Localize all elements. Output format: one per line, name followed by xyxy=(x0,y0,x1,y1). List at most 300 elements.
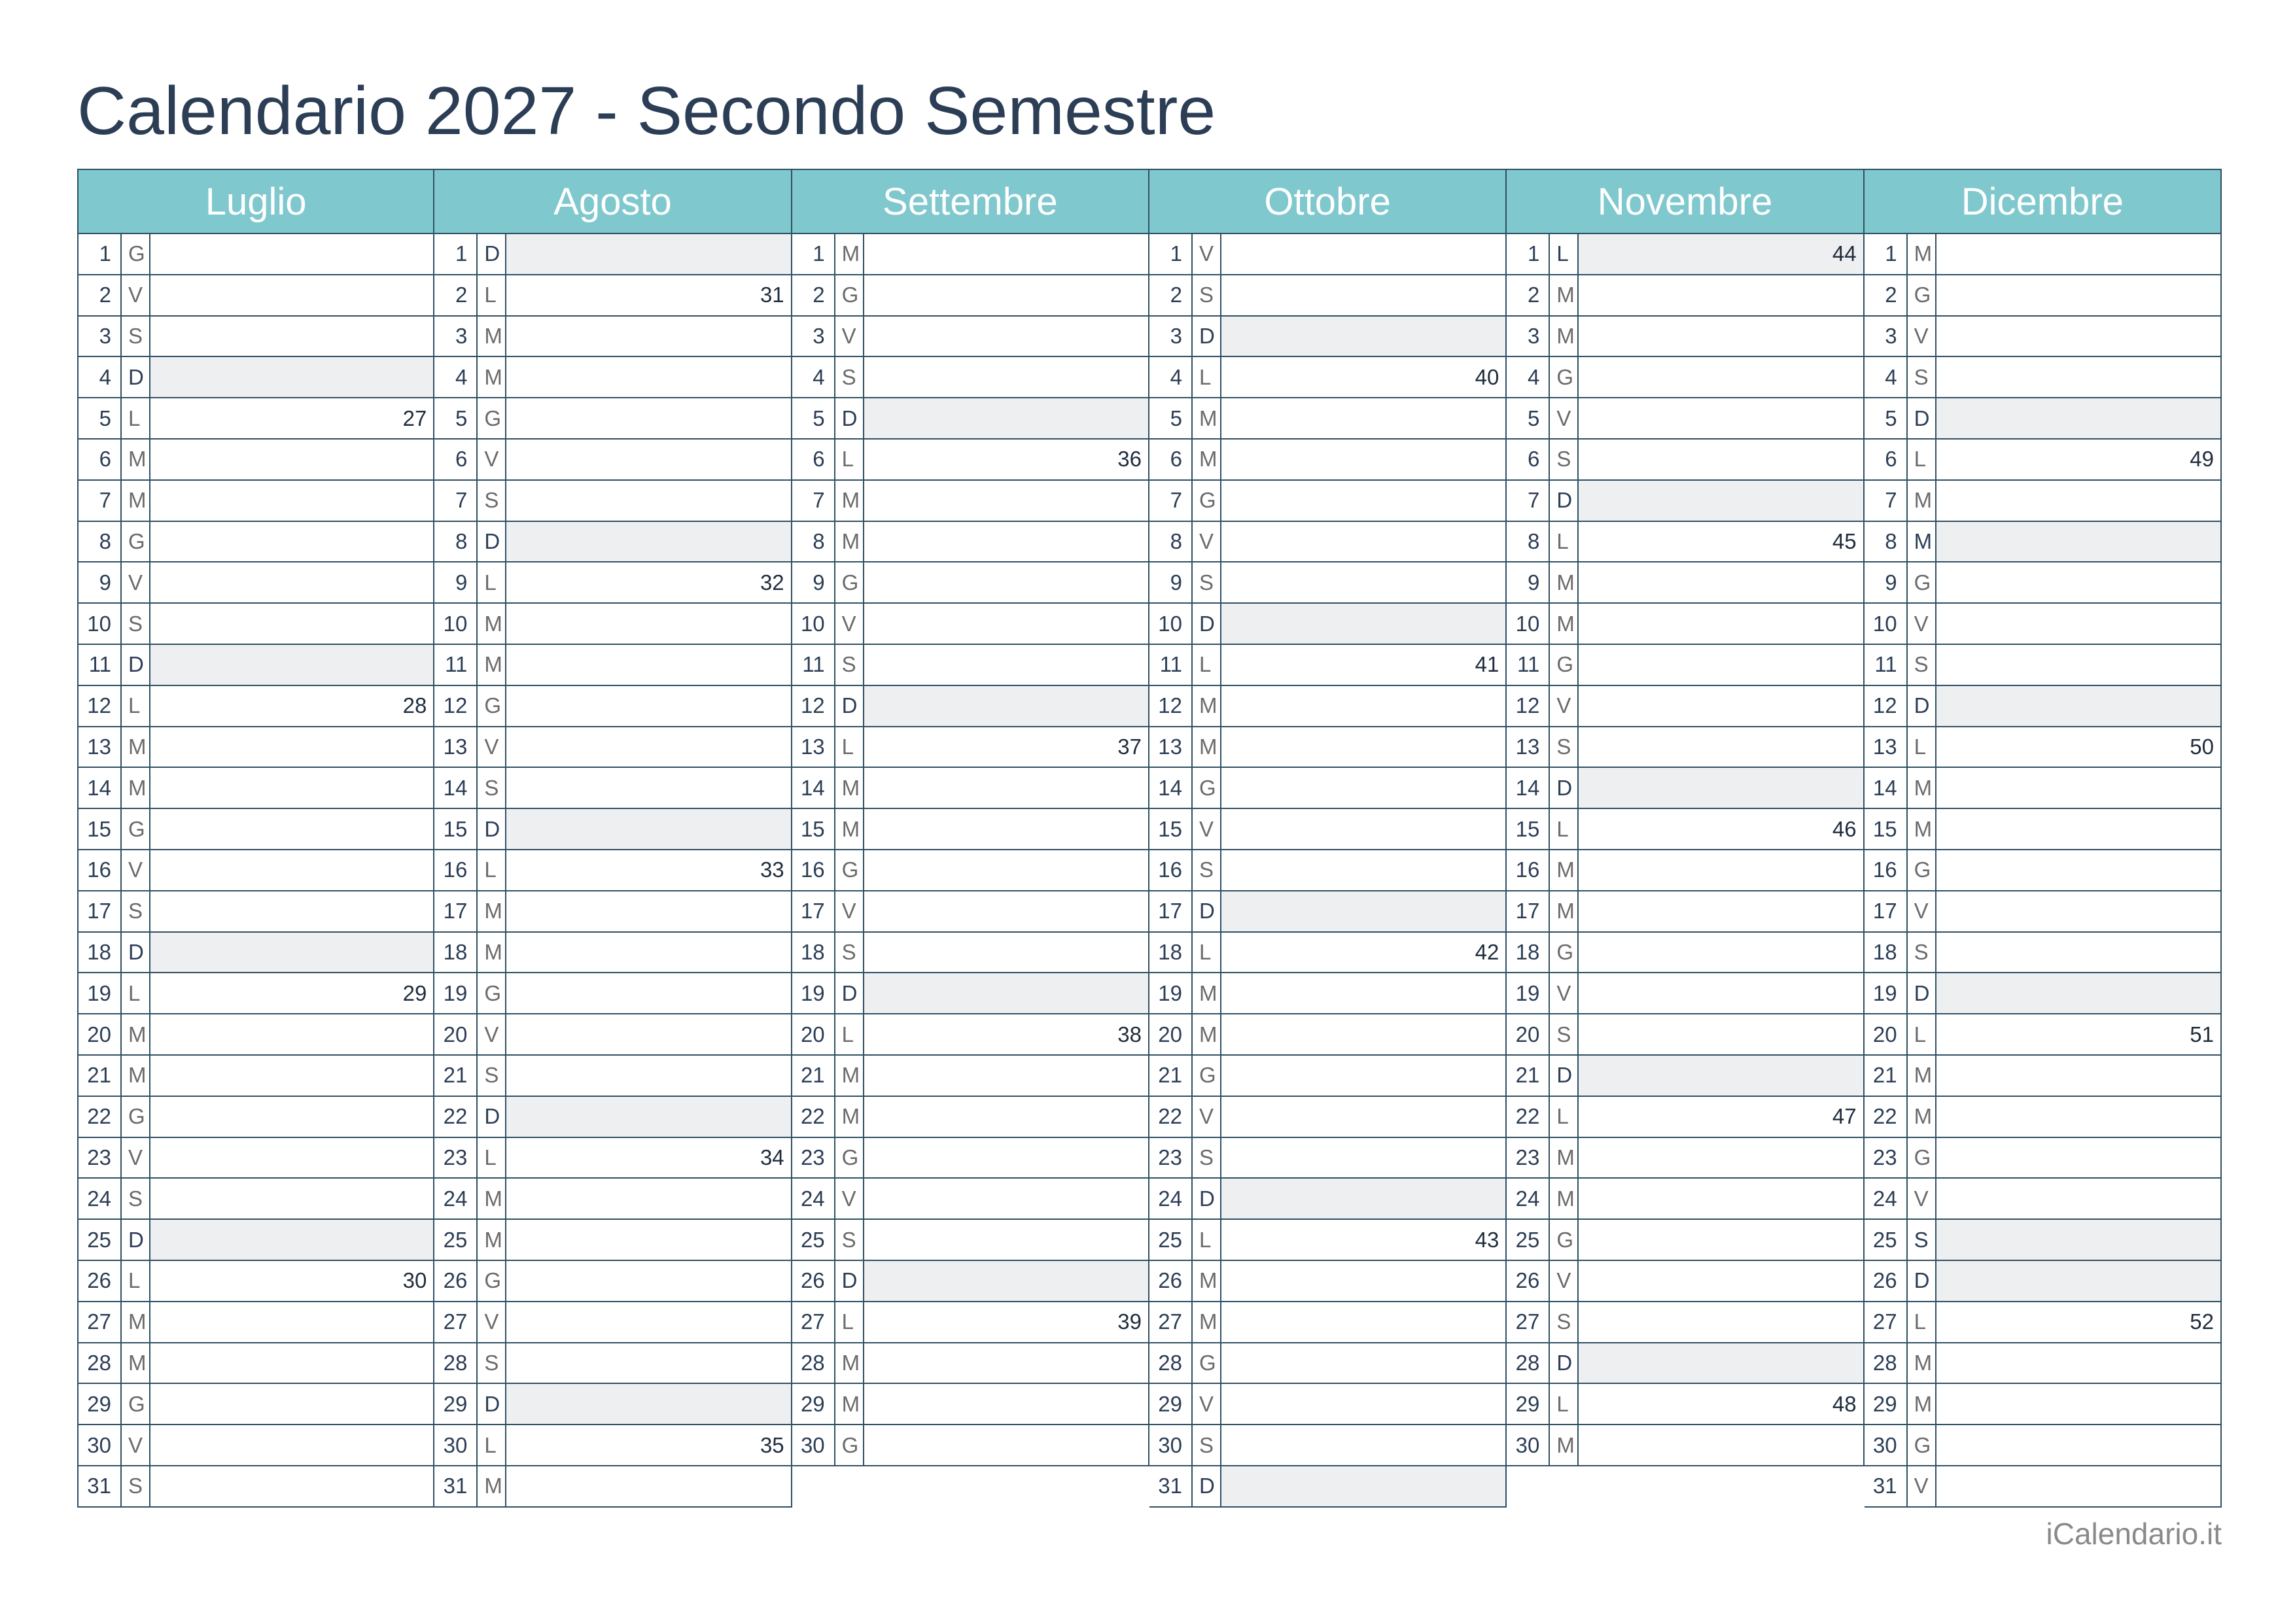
day-number: 27 xyxy=(79,1302,122,1342)
day-note xyxy=(1936,234,2220,274)
weekday-letter: M xyxy=(1908,234,1936,274)
day-number: 17 xyxy=(1865,891,1908,931)
day-number: 19 xyxy=(1865,973,1908,1013)
weekday-letter: L xyxy=(1193,645,1221,685)
day-row xyxy=(79,809,433,850)
day-row xyxy=(1865,522,2220,563)
day-number: 25 xyxy=(1865,1220,1908,1260)
weekday-letter: M xyxy=(478,1466,506,1506)
day-note xyxy=(150,1220,433,1260)
day-row xyxy=(792,686,1148,727)
weekday-letter: S xyxy=(1550,1014,1579,1054)
day-note xyxy=(1221,522,1505,562)
weekday-letter: S xyxy=(122,604,150,644)
day-row xyxy=(434,1220,790,1261)
day-note xyxy=(864,973,1148,1013)
day-row xyxy=(1865,1384,2220,1425)
day-number: 13 xyxy=(1507,727,1550,767)
weekday-letter: L xyxy=(1908,1014,1936,1054)
day-number: 7 xyxy=(792,481,835,521)
day-number: 15 xyxy=(1865,809,1908,849)
day-number: 29 xyxy=(1507,1384,1550,1424)
weekday-letter: V xyxy=(1908,317,1936,356)
day-row xyxy=(792,357,1148,398)
day-number: 20 xyxy=(79,1014,122,1054)
weekday-letter: G xyxy=(835,562,864,602)
day-note xyxy=(506,1261,790,1301)
day-number: 2 xyxy=(792,275,835,315)
day-row xyxy=(79,686,433,727)
day-row xyxy=(1865,234,2220,275)
day-number: 6 xyxy=(792,440,835,479)
day-number: 1 xyxy=(792,234,835,274)
day-number: 19 xyxy=(792,973,835,1013)
day-note xyxy=(1579,1343,1863,1383)
day-number: 7 xyxy=(434,481,478,521)
day-row xyxy=(792,850,1148,891)
day-row xyxy=(792,522,1148,563)
weekday-letter: L xyxy=(478,562,506,602)
day-row xyxy=(1507,850,1863,891)
weekday-letter: V xyxy=(1193,1384,1221,1424)
day-number: 26 xyxy=(1507,1261,1550,1301)
day-note: 47 xyxy=(1832,1104,1857,1129)
day-row xyxy=(1149,440,1505,481)
day-row xyxy=(1507,1343,1863,1385)
weekday-letter: V xyxy=(1193,234,1221,274)
day-note: 42 xyxy=(1475,939,1499,964)
weekday-letter: M xyxy=(1550,317,1579,356)
day-note: 34 xyxy=(760,1145,784,1169)
day-row xyxy=(434,1097,790,1138)
day-number: 20 xyxy=(1865,1014,1908,1054)
weekday-letter: M xyxy=(1908,1097,1936,1137)
day-number: 11 xyxy=(434,645,478,685)
day-note xyxy=(1579,357,1863,397)
day-note xyxy=(506,440,790,479)
weekday-letter: V xyxy=(1193,522,1221,562)
weekday-letter: L xyxy=(478,1138,506,1178)
day-row xyxy=(792,768,1148,809)
day-row xyxy=(792,1261,1148,1302)
weekday-letter: M xyxy=(1550,275,1579,315)
day-row xyxy=(1507,1014,1863,1056)
day-number: 9 xyxy=(434,562,478,602)
day-row xyxy=(434,1179,790,1220)
weekday-letter: M xyxy=(1193,1014,1221,1054)
day-row xyxy=(434,1014,790,1056)
day-row xyxy=(1507,440,1863,481)
day-row xyxy=(792,1138,1148,1179)
day-note xyxy=(1579,562,1863,602)
day-row xyxy=(1865,850,2220,891)
weekday-letter: M xyxy=(1908,768,1936,808)
weekday-letter: M xyxy=(1550,1179,1579,1218)
day-number: 20 xyxy=(792,1014,835,1054)
day-note xyxy=(1221,809,1505,849)
day-note: 31 xyxy=(760,283,784,307)
day-note xyxy=(1936,973,2220,1013)
day-row xyxy=(792,1302,1148,1343)
day-note xyxy=(150,317,433,356)
day-number: 7 xyxy=(1149,481,1193,521)
weekday-letter: S xyxy=(835,933,864,973)
day-number: 24 xyxy=(1865,1179,1908,1218)
day-number: 10 xyxy=(792,604,835,644)
weekday-letter: S xyxy=(1550,727,1579,767)
weekday-letter: M xyxy=(835,1056,864,1096)
day-row xyxy=(1507,234,1863,275)
day-row xyxy=(1149,357,1505,398)
weekday-letter: M xyxy=(1550,604,1579,644)
day-row xyxy=(1149,645,1505,686)
day-number: 21 xyxy=(79,1056,122,1096)
day-note xyxy=(864,317,1148,356)
day-number: 22 xyxy=(79,1097,122,1137)
weekday-letter: D xyxy=(1193,604,1221,644)
day-note xyxy=(1579,440,1863,479)
day-number: 3 xyxy=(1507,317,1550,356)
day-number: 27 xyxy=(1507,1302,1550,1342)
weekday-letter: M xyxy=(122,440,150,479)
day-number: 2 xyxy=(79,275,122,315)
weekday-letter: D xyxy=(1908,398,1936,438)
day-row xyxy=(79,481,433,522)
footer-brand: iCalendario.it xyxy=(2046,1517,2222,1551)
day-note: 27 xyxy=(402,406,427,430)
day-number: 4 xyxy=(79,357,122,397)
day-row xyxy=(792,234,1148,275)
weekday-letter: V xyxy=(1908,604,1936,644)
day-note xyxy=(1579,398,1863,438)
page-title: Calendario 2027 - Secondo Semestre xyxy=(77,73,1216,149)
weekday-letter: S xyxy=(1908,1220,1936,1260)
weekday-letter: L xyxy=(1550,809,1579,849)
weekday-letter: L xyxy=(835,1302,864,1342)
day-note xyxy=(1936,933,2220,973)
day-number: 17 xyxy=(434,891,478,931)
weekday-letter: G xyxy=(1908,562,1936,602)
day-note: 51 xyxy=(2190,1022,2214,1046)
day-row xyxy=(792,275,1148,317)
day-row xyxy=(79,562,433,604)
day-number: 30 xyxy=(1149,1425,1193,1465)
day-row xyxy=(1149,973,1505,1014)
day-number: 5 xyxy=(792,398,835,438)
day-note xyxy=(864,768,1148,808)
month-days xyxy=(1149,234,1507,1508)
day-row xyxy=(1865,768,2220,809)
day-row xyxy=(434,1138,790,1179)
day-row xyxy=(1865,686,2220,727)
weekday-letter: M xyxy=(122,1014,150,1054)
day-note xyxy=(150,850,433,890)
day-number: 21 xyxy=(1507,1056,1550,1096)
day-note xyxy=(864,645,1148,685)
day-row xyxy=(1507,317,1863,358)
weekday-letter: M xyxy=(835,1097,864,1137)
weekday-letter: L xyxy=(1908,440,1936,479)
day-row xyxy=(79,234,433,275)
day-number: 25 xyxy=(792,1220,835,1260)
weekday-letter: V xyxy=(122,1425,150,1465)
day-number: 12 xyxy=(79,686,122,726)
day-number: 16 xyxy=(434,850,478,890)
day-number: 12 xyxy=(1865,686,1908,726)
weekday-letter: G xyxy=(478,973,506,1013)
day-row xyxy=(79,398,433,440)
day-note xyxy=(1221,481,1505,521)
weekday-letter: G xyxy=(1550,1220,1579,1260)
day-note: 39 xyxy=(1117,1309,1142,1334)
day-number: 15 xyxy=(1507,809,1550,849)
day-note: 43 xyxy=(1475,1227,1499,1252)
weekday-letter: M xyxy=(1908,1384,1936,1424)
weekday-letter: D xyxy=(835,973,864,1013)
weekday-letter: V xyxy=(1193,1097,1221,1137)
day-row xyxy=(1865,275,2220,317)
day-number: 24 xyxy=(79,1179,122,1218)
day-note xyxy=(506,1056,790,1096)
day-row xyxy=(1149,562,1505,604)
day-number: 20 xyxy=(434,1014,478,1054)
day-number: 18 xyxy=(79,933,122,973)
day-number: 14 xyxy=(79,768,122,808)
weekday-letter: L xyxy=(1193,1220,1221,1260)
day-row xyxy=(434,317,790,358)
day-note xyxy=(1579,768,1863,808)
day-note xyxy=(150,1138,433,1178)
weekday-letter: L xyxy=(835,440,864,479)
day-number: 28 xyxy=(1865,1343,1908,1383)
day-number: 26 xyxy=(434,1261,478,1301)
day-row xyxy=(1507,1138,1863,1179)
day-number: 22 xyxy=(434,1097,478,1137)
day-note: 28 xyxy=(402,693,427,718)
day-note xyxy=(1579,850,1863,890)
day-note xyxy=(506,1179,790,1218)
day-row xyxy=(434,809,790,850)
day-note xyxy=(506,973,790,1013)
day-row xyxy=(1865,440,2220,481)
day-note xyxy=(864,1179,1148,1218)
weekday-letter: M xyxy=(1193,398,1221,438)
day-note xyxy=(1579,645,1863,685)
day-row xyxy=(1149,398,1505,440)
day-row xyxy=(434,1302,790,1343)
day-row xyxy=(792,604,1148,645)
day-note xyxy=(1579,1261,1863,1301)
weekday-letter: M xyxy=(478,933,506,973)
weekday-letter: V xyxy=(478,1014,506,1054)
day-note xyxy=(864,809,1148,849)
day-number: 9 xyxy=(792,562,835,602)
weekday-letter: L xyxy=(122,1261,150,1301)
weekday-letter: G xyxy=(835,1138,864,1178)
day-number: 25 xyxy=(434,1220,478,1260)
day-number: 23 xyxy=(1149,1138,1193,1178)
day-row xyxy=(1865,933,2220,974)
day-row xyxy=(1149,891,1505,933)
day-number: 26 xyxy=(1865,1261,1908,1301)
day-row xyxy=(434,604,790,645)
day-row xyxy=(792,1425,1148,1466)
day-note xyxy=(1936,275,2220,315)
day-number: 19 xyxy=(79,973,122,1013)
day-note xyxy=(150,1056,433,1096)
day-note xyxy=(150,234,433,274)
weekday-letter: M xyxy=(478,891,506,931)
day-note xyxy=(506,604,790,644)
day-number: 1 xyxy=(1507,234,1550,274)
day-note xyxy=(506,317,790,356)
weekday-letter: S xyxy=(1193,275,1221,315)
day-row xyxy=(79,1056,433,1097)
day-note xyxy=(1936,481,2220,521)
day-row xyxy=(79,357,433,398)
day-note xyxy=(1579,973,1863,1013)
day-row xyxy=(792,973,1148,1014)
day-number: 8 xyxy=(1149,522,1193,562)
day-row xyxy=(1149,933,1505,974)
day-note xyxy=(1579,727,1863,767)
day-note xyxy=(1221,768,1505,808)
day-row xyxy=(1149,522,1505,563)
weekday-letter: S xyxy=(122,1179,150,1218)
day-note xyxy=(1579,1138,1863,1178)
day-number: 23 xyxy=(79,1138,122,1178)
weekday-letter: D xyxy=(1908,1261,1936,1301)
day-row xyxy=(1865,1097,2220,1138)
weekday-letter: V xyxy=(122,275,150,315)
day-number: 9 xyxy=(79,562,122,602)
month-column xyxy=(1507,169,1864,1508)
day-note xyxy=(506,1343,790,1383)
weekday-letter: G xyxy=(1550,357,1579,397)
weekday-letter: M xyxy=(1193,973,1221,1013)
weekday-letter: S xyxy=(122,317,150,356)
day-note xyxy=(864,604,1148,644)
weekday-letter: D xyxy=(835,1261,864,1301)
day-row xyxy=(79,522,433,563)
day-note xyxy=(150,1179,433,1218)
day-note xyxy=(150,440,433,479)
day-note xyxy=(1936,1466,2220,1506)
weekday-letter: G xyxy=(1908,850,1936,890)
day-row xyxy=(1865,481,2220,522)
day-row xyxy=(79,1138,433,1179)
day-note xyxy=(864,933,1148,973)
day-note xyxy=(506,768,790,808)
weekday-letter: S xyxy=(1193,850,1221,890)
day-number: 14 xyxy=(1865,768,1908,808)
day-note xyxy=(1936,1425,2220,1465)
day-note xyxy=(150,809,433,849)
day-row xyxy=(792,440,1148,481)
day-number: 11 xyxy=(1507,645,1550,685)
weekday-letter: G xyxy=(1550,645,1579,685)
weekday-letter: D xyxy=(1550,481,1579,521)
weekday-letter: M xyxy=(1550,1425,1579,1465)
day-note xyxy=(150,1097,433,1137)
weekday-letter: V xyxy=(478,440,506,479)
day-row xyxy=(79,850,433,891)
day-row xyxy=(1865,1261,2220,1302)
day-row xyxy=(1149,1425,1505,1466)
weekday-letter: S xyxy=(478,768,506,808)
day-row xyxy=(434,357,790,398)
day-note xyxy=(506,481,790,521)
day-row xyxy=(79,645,433,686)
weekday-letter: G xyxy=(835,1425,864,1465)
day-note xyxy=(1936,522,2220,562)
day-row xyxy=(1149,1056,1505,1097)
weekday-letter: S xyxy=(1193,1425,1221,1465)
weekday-letter: S xyxy=(1550,1302,1579,1342)
day-note xyxy=(150,604,433,644)
day-note xyxy=(150,1014,433,1054)
weekday-letter: G xyxy=(1193,1343,1221,1383)
day-note xyxy=(506,727,790,767)
day-number: 31 xyxy=(79,1466,122,1506)
weekday-letter: D xyxy=(1193,891,1221,931)
weekday-letter: M xyxy=(1193,1261,1221,1301)
day-note: 36 xyxy=(1117,447,1142,472)
day-note xyxy=(1221,1425,1505,1465)
day-row xyxy=(434,1343,790,1385)
weekday-letter: L xyxy=(122,686,150,726)
weekday-letter: V xyxy=(1908,891,1936,931)
day-number: 27 xyxy=(792,1302,835,1342)
day-note xyxy=(1221,1384,1505,1424)
weekday-letter: L xyxy=(1193,357,1221,397)
weekday-letter: M xyxy=(835,1384,864,1424)
day-number: 1 xyxy=(79,234,122,274)
day-row xyxy=(1149,809,1505,850)
day-row xyxy=(1507,1097,1863,1138)
weekday-letter: V xyxy=(478,1302,506,1342)
day-row xyxy=(79,768,433,809)
day-number: 30 xyxy=(1507,1425,1550,1465)
day-row xyxy=(1507,1384,1863,1425)
month-days xyxy=(77,234,434,1508)
day-number: 1 xyxy=(1149,234,1193,274)
day-note xyxy=(1221,275,1505,315)
weekday-letter: D xyxy=(478,809,506,849)
weekday-letter: G xyxy=(835,850,864,890)
day-note xyxy=(1221,1466,1505,1506)
weekday-letter: G xyxy=(478,1261,506,1301)
weekday-letter: L xyxy=(478,850,506,890)
weekday-letter: M xyxy=(835,768,864,808)
weekday-letter: L xyxy=(1550,1384,1579,1424)
day-number: 19 xyxy=(1149,973,1193,1013)
day-row xyxy=(79,933,433,974)
day-number: 18 xyxy=(792,933,835,973)
day-number: 8 xyxy=(1507,522,1550,562)
day-row xyxy=(1149,275,1505,317)
day-row xyxy=(1865,1179,2220,1220)
weekday-letter: V xyxy=(835,1179,864,1218)
day-number: 15 xyxy=(434,809,478,849)
day-row xyxy=(1507,398,1863,440)
weekday-letter: S xyxy=(835,1220,864,1260)
weekday-letter: D xyxy=(122,933,150,973)
day-row xyxy=(79,1302,433,1343)
day-note xyxy=(1221,1302,1505,1342)
day-number: 14 xyxy=(434,768,478,808)
day-row xyxy=(434,234,790,275)
